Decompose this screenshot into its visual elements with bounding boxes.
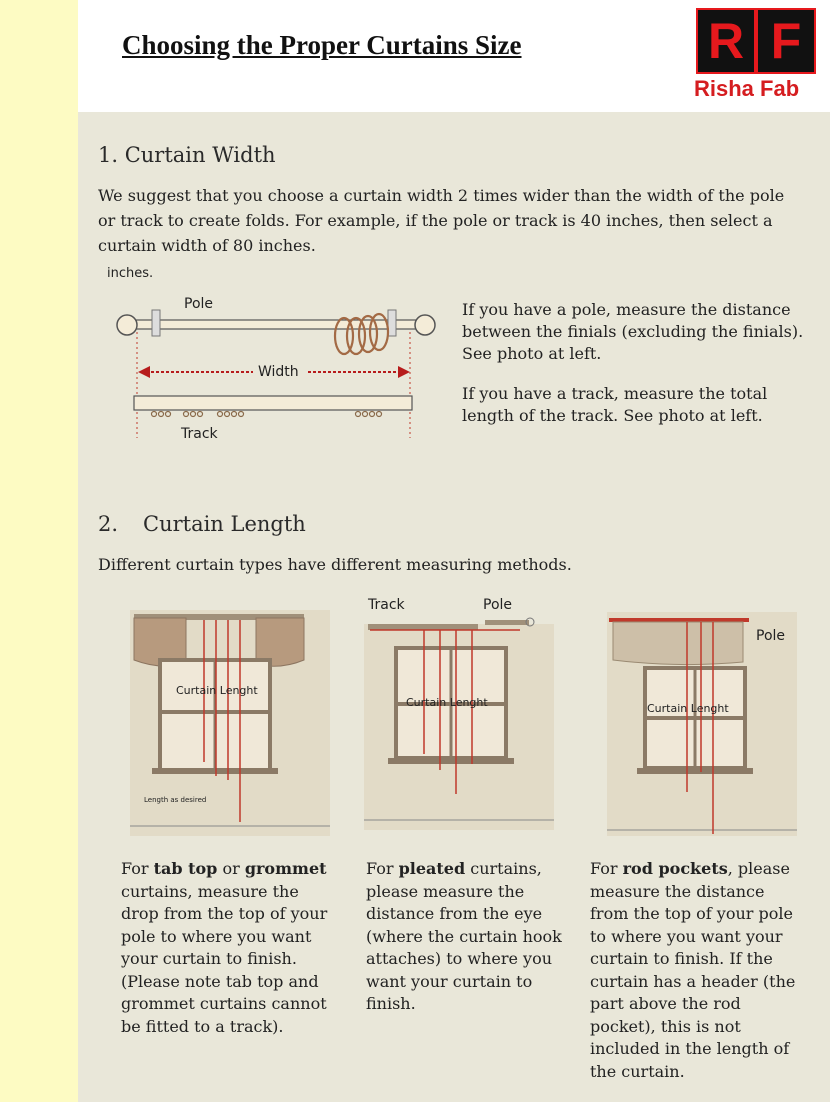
instruction-text: or [217,859,245,878]
right-finial [415,315,435,335]
pole-label: Pole [184,296,214,312]
rod-pocket-instructions [590,858,805,1083]
width-arrowhead-left [138,366,150,378]
inches-label: inches. [107,266,154,281]
tab-top-instructions [121,858,331,1038]
pleated-pole-label: Pole [483,597,513,613]
left-margin-strip [0,0,78,1102]
window-sill [152,768,278,774]
brand-logo [692,8,818,108]
left-bracket [152,310,160,336]
pleated-pole [485,620,529,625]
instruction-text: curtains, measure the drop from the top of your pole to where you want your curtain to finish. (Please note tab top and grommet curtains cannot be fitted to a track). [121,881,328,1036]
instruction-text: For [366,859,399,878]
instruction-text: For [121,859,154,878]
instruction-text: curtains, please measure the distance from the eye (where the curtain hook attaches) to where you want your curtain to finish. [366,859,562,1013]
section-heading-length: Curtain Length [143,512,306,536]
rod-pocket-pole-label: Pole [756,628,786,644]
section-number-length: 2. [98,512,119,536]
rod-pocket-measure-label: Curtain Lenght [647,702,729,715]
right-bracket [388,310,396,336]
pleated-instructions [366,858,566,1016]
track-hooks [152,412,382,417]
pleated-track [368,624,478,630]
logo-letter-r: R [698,10,754,72]
width-arrowhead-right [398,366,410,378]
rod-pocket-pole [609,618,749,622]
instruction-keyword: rod pockets [622,859,728,878]
pole-track-diagram [108,288,448,448]
pleated-diagram [360,594,560,834]
length-as-desired-label: Length as desired [144,796,207,804]
width-label: Width [258,364,299,380]
track-label: Track [181,426,218,442]
length-intro-text: Different curtain types have different measuring methods. [98,555,572,574]
instruction-text: , please measure the distance from the top of your pole to where you want your curtain to finish. If the curtain has a header (the part above the rod pocket), this is not included in the length of the curtain. [590,859,796,1081]
pleated-measure-label: Curtain Lenght [406,696,488,709]
instruction-keyword: grommet [244,859,327,878]
page-title: Choosing the Proper Curtains Size [122,30,522,60]
width-intro-text: We suggest that you choose a curtain width 2 times wider than the width of the pole or track to create folds. For example, if the pole or track is 40 inches, then select a curtain width of 80 inches. [98,186,785,255]
section-heading-width: 1. Curtain Width [98,143,276,167]
tab-top-measure-label: Curtain Lenght [176,684,258,697]
rod-pocket-diagram [603,602,803,840]
tab-top-diagram [126,600,336,840]
window-sill [637,768,753,774]
track-measure-note: If you have a track, measure the total length of the track. See photo at left. [462,384,768,425]
logo-letter-f: F [758,10,814,72]
left-finial [117,315,137,335]
pole-measure-note: If you have a pole, measure the distance between the finials (excluding the finials). See photo at left. [462,300,804,363]
window-sill [388,758,514,764]
instruction-text: For [590,859,623,878]
logo-red-box [696,8,816,74]
pleated-track-label: Track [368,597,405,613]
rod-pocket-curtain [613,622,743,665]
instruction-keyword: tab top [153,859,218,878]
instruction-keyword: pleated [398,859,466,878]
logo-brand-name: Risha Fab [694,76,800,101]
track-rail [134,396,412,410]
